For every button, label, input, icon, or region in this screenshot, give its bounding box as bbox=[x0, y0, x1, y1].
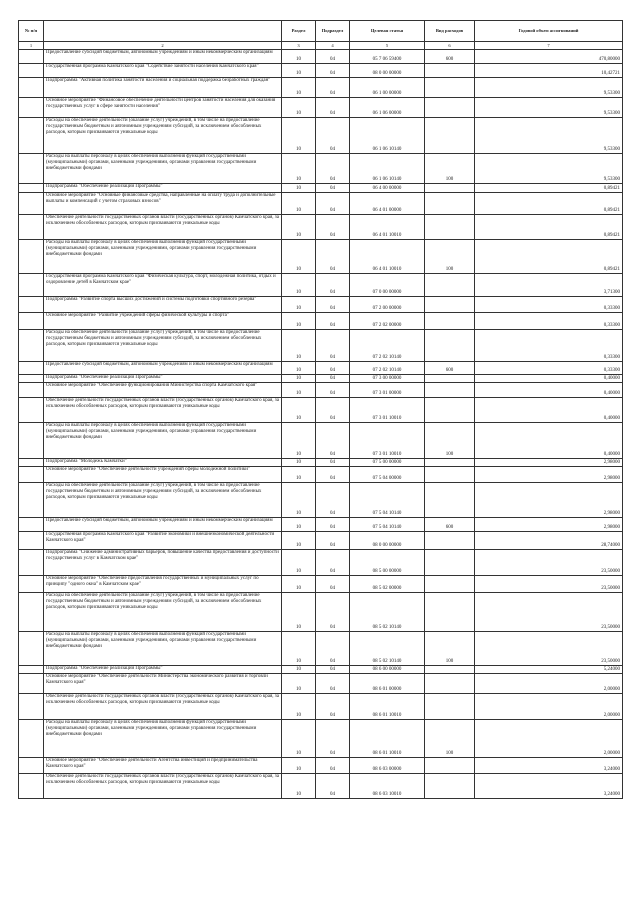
cell-annual-sum: 9,53300 bbox=[475, 98, 623, 118]
cell-name: Обеспечение деятельности государственных органов власти (государственных органов) Камчатского края, за исключением обособленных расходов, которым присваиваются уникальные коды bbox=[44, 694, 282, 720]
cell-name: Расходы на обеспечение деятельности (оказание услуг) учреждений, в том числе на предоставление государственным бюджетным и автономным учреждениям субсидий, за исключением обособленных расходов, которым присваиваются уникальные коды bbox=[44, 118, 282, 154]
cell-no bbox=[19, 774, 44, 799]
cell-subsection: 04 bbox=[316, 423, 350, 459]
cell-expense-type bbox=[425, 694, 475, 720]
cell-name: Основное мероприятие "Обеспечение функционирования Министерства спорта Камчатского края" bbox=[44, 383, 282, 398]
cell-name: Основное мероприятие "Обеспечение деятельности учреждений сферы молодежной политики" bbox=[44, 467, 282, 483]
cell-article: 07 5 00 00000 bbox=[350, 459, 425, 467]
cell-subsection: 04 bbox=[316, 184, 350, 193]
cell-subsection: 04 bbox=[316, 154, 350, 184]
cell-article: 08 0 00 00000 bbox=[350, 532, 425, 550]
cell-expense-type bbox=[425, 98, 475, 118]
cell-name: Расходы на выплаты персоналу в целях обеспечения выполнения функций государственными (муниципальными) органами, казенными учреждениями, органами управления государственными внебюджетными фондами bbox=[44, 720, 282, 758]
cell-subsection: 04 bbox=[316, 758, 350, 774]
cell-section: 10 bbox=[282, 184, 316, 193]
cell-expense-type bbox=[425, 467, 475, 483]
cell-annual-sum: 23,50000 bbox=[475, 550, 623, 576]
cell-name: Подпрограмма "Снижение административных барьеров, повышение качества предоставления и доступности государственных услуг в Камчатском крае" bbox=[44, 550, 282, 576]
cell-no bbox=[19, 118, 44, 154]
cell-subsection: 04 bbox=[316, 383, 350, 398]
cell-annual-sum: 10,42721 bbox=[475, 64, 623, 78]
cell-subsection: 04 bbox=[316, 532, 350, 550]
cell-name: Основное мероприятие "Основные финансовые средства, направленные на оплату труда и дополнительные выплаты и компенсаций с учетом страховых взносов" bbox=[44, 193, 282, 215]
cell-annual-sum: 0,89421 bbox=[475, 240, 623, 274]
cell-article: 07 5 04 10140 bbox=[350, 518, 425, 532]
table-row bbox=[19, 774, 623, 799]
cell-section: 10 bbox=[282, 313, 316, 330]
cell-section: 10 bbox=[282, 576, 316, 593]
cell-name: Обеспечение деятельности государственных органов власти (государственных органов) Камчатского края, за исключением обособленных расходов, которым присваиваются уникальные коды bbox=[44, 215, 282, 240]
cell-name: Подпрограмма "Развитие спорта высших достижений и системы подготовки спортивного резерва" bbox=[44, 297, 282, 313]
cell-no bbox=[19, 550, 44, 576]
cell-annual-sum: 0,89421 bbox=[475, 184, 623, 193]
cell-annual-sum: 0,40000 bbox=[475, 398, 623, 423]
cell-section: 10 bbox=[282, 666, 316, 674]
cell-annual-sum: 2,98000 bbox=[475, 459, 623, 467]
cell-subsection: 04 bbox=[316, 98, 350, 118]
cell-no bbox=[19, 193, 44, 215]
cell-annual-sum: 0,33300 bbox=[475, 297, 623, 313]
cell-expense-type bbox=[425, 330, 475, 362]
cell-no bbox=[19, 483, 44, 518]
cell-subsection: 04 bbox=[316, 593, 350, 632]
cell-annual-sum: 5,24000 bbox=[475, 666, 623, 674]
cell-subsection: 04 bbox=[316, 313, 350, 330]
cell-subsection: 04 bbox=[316, 297, 350, 313]
cell-article: 07 3 01 10010 bbox=[350, 423, 425, 459]
cell-no bbox=[19, 274, 44, 297]
cell-no bbox=[19, 98, 44, 118]
cell-section: 10 bbox=[282, 118, 316, 154]
cell-section: 10 bbox=[282, 362, 316, 375]
table-row bbox=[19, 375, 623, 383]
table-row bbox=[19, 532, 623, 550]
cell-section: 10 bbox=[282, 330, 316, 362]
cell-subsection: 04 bbox=[316, 632, 350, 666]
cell-expense-type bbox=[425, 576, 475, 593]
cell-article: 06 1 06 00000 bbox=[350, 98, 425, 118]
cell-subsection: 04 bbox=[316, 459, 350, 467]
cell-article: 07 5 04 10140 bbox=[350, 483, 425, 518]
cell-annual-sum: 2,98000 bbox=[475, 518, 623, 532]
cell-no bbox=[19, 467, 44, 483]
table-row bbox=[19, 483, 623, 518]
cell-annual-sum: 9,53300 bbox=[475, 154, 623, 184]
cell-expense-type bbox=[425, 215, 475, 240]
cell-section: 10 bbox=[282, 215, 316, 240]
cell-subsection: 04 bbox=[316, 240, 350, 274]
cell-subsection: 04 bbox=[316, 64, 350, 78]
cell-name: Расходы на обеспечение деятельности (оказание услуг) учреждений, в том числе на предоставление государственным бюджетным и автономным учреждениям субсидий, за исключением обособленных расходов, которым присваиваются уникальные коды bbox=[44, 483, 282, 518]
header-subsection: Подраздел bbox=[316, 21, 350, 42]
cell-name: Подпрограмма "Обеспечение реализации Программы" bbox=[44, 666, 282, 674]
cell-name: Государственная программа Камчатского края "Физическая культура, спорт, молодежная политика, отдых и оздоровление детей в Камчатском крае" bbox=[44, 274, 282, 297]
cell-section: 10 bbox=[282, 50, 316, 64]
cell-section: 10 bbox=[282, 64, 316, 78]
cell-article: 06 4 01 10010 bbox=[350, 215, 425, 240]
cell-no bbox=[19, 398, 44, 423]
cell-subsection: 04 bbox=[316, 274, 350, 297]
cell-no bbox=[19, 758, 44, 774]
cell-no bbox=[19, 297, 44, 313]
cell-annual-sum: 23,50000 bbox=[475, 593, 623, 632]
cell-expense-type bbox=[425, 674, 475, 694]
cell-expense-type: 100 bbox=[425, 632, 475, 666]
cell-name: Расходы на выплаты персоналу в целях обеспечения выполнения функций государственными (муниципальными) органами, казенными учреждениями, органами управления государственными внебюджетными фондами bbox=[44, 154, 282, 184]
column-index-row bbox=[19, 42, 623, 50]
cell-no bbox=[19, 362, 44, 375]
cell-annual-sum: 23,50000 bbox=[475, 576, 623, 593]
cell-section: 10 bbox=[282, 593, 316, 632]
cell-expense-type bbox=[425, 483, 475, 518]
column-index: 5 bbox=[350, 42, 425, 50]
cell-annual-sum: 9,53300 bbox=[475, 118, 623, 154]
cell-name: Основное мероприятие "Финансовое обеспечение деятельности центров занятости населения для оказания государственных услуг в сфере занятости населения" bbox=[44, 98, 282, 118]
column-index: 1 bbox=[19, 42, 44, 50]
cell-expense-type bbox=[425, 297, 475, 313]
cell-expense-type bbox=[425, 758, 475, 774]
table-row bbox=[19, 694, 623, 720]
table-row bbox=[19, 720, 623, 758]
cell-expense-type bbox=[425, 459, 475, 467]
cell-subsection: 04 bbox=[316, 576, 350, 593]
cell-name: Обеспечение деятельности государственных органов власти (государственных органов) Камчатского края, за исключением обособленных расходов, которым присваиваются уникальные коды bbox=[44, 398, 282, 423]
cell-article: 07 2 02 10140 bbox=[350, 330, 425, 362]
cell-section: 10 bbox=[282, 532, 316, 550]
cell-annual-sum: 0,89421 bbox=[475, 193, 623, 215]
column-index: 6 bbox=[425, 42, 475, 50]
cell-no bbox=[19, 674, 44, 694]
cell-expense-type bbox=[425, 550, 475, 576]
table-row bbox=[19, 50, 623, 64]
cell-name: Расходы на выплаты персоналу в целях обеспечения выполнения функций государственными (муниципальными) органами, казенными учреждениями, органами управления государственными внебюджетными фондами bbox=[44, 632, 282, 666]
cell-annual-sum: 0,33300 bbox=[475, 330, 623, 362]
cell-no bbox=[19, 459, 44, 467]
cell-article: 08 6 01 00000 bbox=[350, 674, 425, 694]
cell-name: Основное мероприятие "Обеспечение предоставления государственных и муниципальных услуг по принципу "одного окна" в Камчатском крае" bbox=[44, 576, 282, 593]
cell-article: 08 5 02 00000 bbox=[350, 576, 425, 593]
cell-article: 08 0 00 00000 bbox=[350, 64, 425, 78]
cell-no bbox=[19, 423, 44, 459]
cell-name: Расходы на выплаты персоналу в целях обеспечения выполнения функций государственными (муниципальными) органами, казенными учреждениями, органами управления государственными внебюджетными фондами bbox=[44, 240, 282, 274]
cell-article: 08 5 00 00000 bbox=[350, 550, 425, 576]
cell-no bbox=[19, 78, 44, 98]
cell-no bbox=[19, 154, 44, 184]
table-row bbox=[19, 593, 623, 632]
cell-expense-type bbox=[425, 193, 475, 215]
cell-section: 10 bbox=[282, 274, 316, 297]
cell-article: 07 5 04 00000 bbox=[350, 467, 425, 483]
budget-table bbox=[18, 20, 623, 799]
cell-annual-sum: 23,50000 bbox=[475, 632, 623, 666]
cell-annual-sum: 0,40000 bbox=[475, 375, 623, 383]
cell-section: 10 bbox=[282, 459, 316, 467]
cell-subsection: 04 bbox=[316, 118, 350, 154]
cell-subsection: 04 bbox=[316, 375, 350, 383]
cell-no bbox=[19, 694, 44, 720]
cell-expense-type bbox=[425, 313, 475, 330]
cell-name: Подпрограмма "Обеспечение реализации Программы" bbox=[44, 184, 282, 193]
cell-name: Обеспечение деятельности государственных органов власти (государственных органов) Камчатского края, за исключением обособленных расходов, которым присваиваются уникальные коды bbox=[44, 774, 282, 799]
cell-annual-sum: 0,33300 bbox=[475, 362, 623, 375]
cell-name: Подпрограмма "Молодежь Камчатки" bbox=[44, 459, 282, 467]
cell-subsection: 04 bbox=[316, 50, 350, 64]
cell-no bbox=[19, 330, 44, 362]
cell-article: 08 6 03 10010 bbox=[350, 774, 425, 799]
table-row bbox=[19, 518, 623, 532]
cell-no bbox=[19, 375, 44, 383]
table-row bbox=[19, 98, 623, 118]
table-row bbox=[19, 193, 623, 215]
cell-no bbox=[19, 383, 44, 398]
cell-name: Расходы на обеспечение деятельности (оказание услуг) учреждений, в том числе на предоставление государственным бюджетным и автономным учреждениям субсидий, за исключением обособленных расходов, которым присваиваются уникальные коды bbox=[44, 330, 282, 362]
cell-expense-type bbox=[425, 774, 475, 799]
cell-annual-sum: 470,80000 bbox=[475, 50, 623, 64]
table-row bbox=[19, 467, 623, 483]
table-row bbox=[19, 297, 623, 313]
cell-article: 06 4 01 00000 bbox=[350, 193, 425, 215]
cell-annual-sum: 3,71300 bbox=[475, 274, 623, 297]
cell-subsection: 04 bbox=[316, 694, 350, 720]
cell-expense-type bbox=[425, 532, 475, 550]
cell-subsection: 04 bbox=[316, 550, 350, 576]
cell-no bbox=[19, 593, 44, 632]
cell-article: 07 2 00 00000 bbox=[350, 297, 425, 313]
cell-no bbox=[19, 184, 44, 193]
table-row bbox=[19, 576, 623, 593]
table-row bbox=[19, 313, 623, 330]
table-row bbox=[19, 274, 623, 297]
table-row bbox=[19, 154, 623, 184]
cell-section: 10 bbox=[282, 632, 316, 666]
cell-section: 10 bbox=[282, 423, 316, 459]
cell-no bbox=[19, 313, 44, 330]
cell-expense-type: 100 bbox=[425, 423, 475, 459]
cell-annual-sum: 0,40000 bbox=[475, 383, 623, 398]
cell-expense-type bbox=[425, 398, 475, 423]
cell-subsection: 04 bbox=[316, 666, 350, 674]
table-row bbox=[19, 184, 623, 193]
cell-expense-type bbox=[425, 274, 475, 297]
column-index: 3 bbox=[282, 42, 316, 50]
table-row bbox=[19, 64, 623, 78]
table-row bbox=[19, 423, 623, 459]
cell-no bbox=[19, 215, 44, 240]
cell-article: 07 3 01 00000 bbox=[350, 383, 425, 398]
cell-no bbox=[19, 518, 44, 532]
cell-subsection: 04 bbox=[316, 720, 350, 758]
cell-annual-sum: 2,00000 bbox=[475, 694, 623, 720]
cell-subsection: 04 bbox=[316, 78, 350, 98]
cell-annual-sum: 0,33300 bbox=[475, 313, 623, 330]
cell-article: 08 6 03 00000 bbox=[350, 758, 425, 774]
cell-article: 07 2 02 10140 bbox=[350, 362, 425, 375]
table-row bbox=[19, 215, 623, 240]
cell-section: 10 bbox=[282, 78, 316, 98]
cell-article: 07 3 01 10010 bbox=[350, 398, 425, 423]
cell-no bbox=[19, 532, 44, 550]
cell-expense-type bbox=[425, 118, 475, 154]
cell-subsection: 04 bbox=[316, 483, 350, 518]
cell-expense-type bbox=[425, 375, 475, 383]
cell-annual-sum: 2,00000 bbox=[475, 674, 623, 694]
table-row bbox=[19, 758, 623, 774]
cell-section: 10 bbox=[282, 483, 316, 518]
cell-article: 06 4 01 10010 bbox=[350, 240, 425, 274]
cell-annual-sum: 0,89421 bbox=[475, 215, 623, 240]
cell-article: 06 1 06 10140 bbox=[350, 154, 425, 184]
cell-expense-type: 100 bbox=[425, 720, 475, 758]
cell-article: 08 5 02 10140 bbox=[350, 632, 425, 666]
header-name bbox=[44, 21, 282, 42]
header-no: № п/п bbox=[19, 21, 44, 42]
cell-annual-sum: 28,74000 bbox=[475, 532, 623, 550]
cell-expense-type: 100 bbox=[425, 154, 475, 184]
cell-name: Подпрограмма "Активная политика занятости населения и социальная поддержка безработных граждан" bbox=[44, 78, 282, 98]
cell-no bbox=[19, 64, 44, 78]
column-index: 4 bbox=[316, 42, 350, 50]
column-index: 7 bbox=[475, 42, 623, 50]
cell-section: 10 bbox=[282, 467, 316, 483]
cell-article: 08 6 01 10010 bbox=[350, 694, 425, 720]
cell-expense-type bbox=[425, 383, 475, 398]
cell-article: 08 6 00 00000 bbox=[350, 666, 425, 674]
cell-expense-type: 600 bbox=[425, 50, 475, 64]
cell-section: 10 bbox=[282, 694, 316, 720]
cell-section: 10 bbox=[282, 154, 316, 184]
cell-article: 08 6 01 10010 bbox=[350, 720, 425, 758]
cell-subsection: 04 bbox=[316, 362, 350, 375]
table-row bbox=[19, 78, 623, 98]
cell-article: 08 5 02 10140 bbox=[350, 593, 425, 632]
table-row bbox=[19, 383, 623, 398]
cell-section: 10 bbox=[282, 297, 316, 313]
cell-annual-sum: 2,98000 bbox=[475, 467, 623, 483]
cell-article: 07 3 00 00000 bbox=[350, 375, 425, 383]
cell-subsection: 04 bbox=[316, 330, 350, 362]
table-row bbox=[19, 118, 623, 154]
cell-expense-type: 600 bbox=[425, 362, 475, 375]
table-row bbox=[19, 550, 623, 576]
cell-section: 10 bbox=[282, 240, 316, 274]
budget-sheet bbox=[18, 20, 622, 799]
cell-name: Подпрограмма "Обеспечение реализации Программы" bbox=[44, 375, 282, 383]
cell-article: 05 7 06 59400 bbox=[350, 50, 425, 64]
cell-no bbox=[19, 720, 44, 758]
cell-name: Предоставление субсидий бюджетным, автономным учреждениям и иным некоммерческим организациям bbox=[44, 50, 282, 64]
cell-no bbox=[19, 632, 44, 666]
table-row bbox=[19, 330, 623, 362]
cell-no bbox=[19, 50, 44, 64]
header-article: Целевая статья bbox=[350, 21, 425, 42]
cell-section: 10 bbox=[282, 383, 316, 398]
header-section: Раздел bbox=[282, 21, 316, 42]
cell-section: 10 bbox=[282, 98, 316, 118]
cell-subsection: 04 bbox=[316, 774, 350, 799]
cell-name: Предоставление субсидий бюджетным, автономным учреждениям и иным некоммерческим организациям bbox=[44, 362, 282, 375]
cell-expense-type bbox=[425, 64, 475, 78]
cell-section: 10 bbox=[282, 774, 316, 799]
cell-name: Расходы на обеспечение деятельности (оказание услуг) учреждений, в том числе на предоставление государственным бюджетным и автономным учреждениям субсидий, за исключением обособленных расходов, которым присваиваются уникальные коды bbox=[44, 593, 282, 632]
cell-section: 10 bbox=[282, 518, 316, 532]
cell-section: 10 bbox=[282, 550, 316, 576]
table-row bbox=[19, 459, 623, 467]
cell-name: Расходы на выплаты персоналу в целях обеспечения выполнения функций государственными (муниципальными) органами, казенными учреждениями, органами управления государственными внебюджетными фондами bbox=[44, 423, 282, 459]
cell-expense-type: 100 bbox=[425, 240, 475, 274]
cell-no bbox=[19, 666, 44, 674]
cell-subsection: 04 bbox=[316, 193, 350, 215]
cell-annual-sum: 0,40000 bbox=[475, 423, 623, 459]
cell-section: 10 bbox=[282, 375, 316, 383]
cell-annual-sum: 2,00000 bbox=[475, 720, 623, 758]
cell-section: 10 bbox=[282, 758, 316, 774]
header-expense-type: Вид расходов bbox=[425, 21, 475, 42]
cell-article: 06 4 00 00000 bbox=[350, 184, 425, 193]
cell-subsection: 04 bbox=[316, 215, 350, 240]
table-row bbox=[19, 362, 623, 375]
cell-expense-type bbox=[425, 184, 475, 193]
header-row bbox=[19, 21, 623, 42]
table-body bbox=[19, 50, 623, 799]
table-row bbox=[19, 674, 623, 694]
cell-name: Государственная программа Камчатского края "Содействие занятости населения Камчатского края" bbox=[44, 64, 282, 78]
cell-section: 10 bbox=[282, 674, 316, 694]
cell-article: 07 0 00 00000 bbox=[350, 274, 425, 297]
cell-expense-type bbox=[425, 666, 475, 674]
table-row bbox=[19, 398, 623, 423]
cell-annual-sum: 9,53300 bbox=[475, 78, 623, 98]
cell-subsection: 04 bbox=[316, 674, 350, 694]
cell-expense-type bbox=[425, 78, 475, 98]
header-annual-sum: Годовой объем ассигнований bbox=[475, 21, 623, 42]
cell-subsection: 04 bbox=[316, 467, 350, 483]
column-index: 2 bbox=[44, 42, 282, 50]
table-row bbox=[19, 666, 623, 674]
cell-article: 06 1 06 10140 bbox=[350, 118, 425, 154]
cell-name: Основное мероприятие "Обеспечение деятельности Министерства экономического развития и торговли Камчатского края" bbox=[44, 674, 282, 694]
cell-subsection: 04 bbox=[316, 518, 350, 532]
table-row bbox=[19, 240, 623, 274]
cell-name: Основное мероприятие "Обеспечение деятельности Агентства инвестиций и предпринимательства Камчатского края" bbox=[44, 758, 282, 774]
cell-article: 07 2 02 00000 bbox=[350, 313, 425, 330]
cell-section: 10 bbox=[282, 398, 316, 423]
cell-name: Основное мероприятие "Развитие учреждений сферы физической культуры и спорта" bbox=[44, 313, 282, 330]
cell-no bbox=[19, 576, 44, 593]
cell-expense-type bbox=[425, 593, 475, 632]
cell-section: 10 bbox=[282, 193, 316, 215]
cell-subsection: 04 bbox=[316, 398, 350, 423]
cell-name: Государственная программа Камчатского края "Развитие экономики и внешнеэкономической деятельности Камчатского края" bbox=[44, 532, 282, 550]
cell-section: 10 bbox=[282, 720, 316, 758]
cell-annual-sum: 3,24000 bbox=[475, 774, 623, 799]
cell-annual-sum: 2,98000 bbox=[475, 483, 623, 518]
cell-name: Предоставление субсидий бюджетным, автономным учреждениям и иным некоммерческим организациям bbox=[44, 518, 282, 532]
cell-expense-type: 600 bbox=[425, 518, 475, 532]
table-row bbox=[19, 632, 623, 666]
cell-no bbox=[19, 240, 44, 274]
cell-annual-sum: 3,24000 bbox=[475, 758, 623, 774]
cell-article: 06 1 00 00000 bbox=[350, 78, 425, 98]
